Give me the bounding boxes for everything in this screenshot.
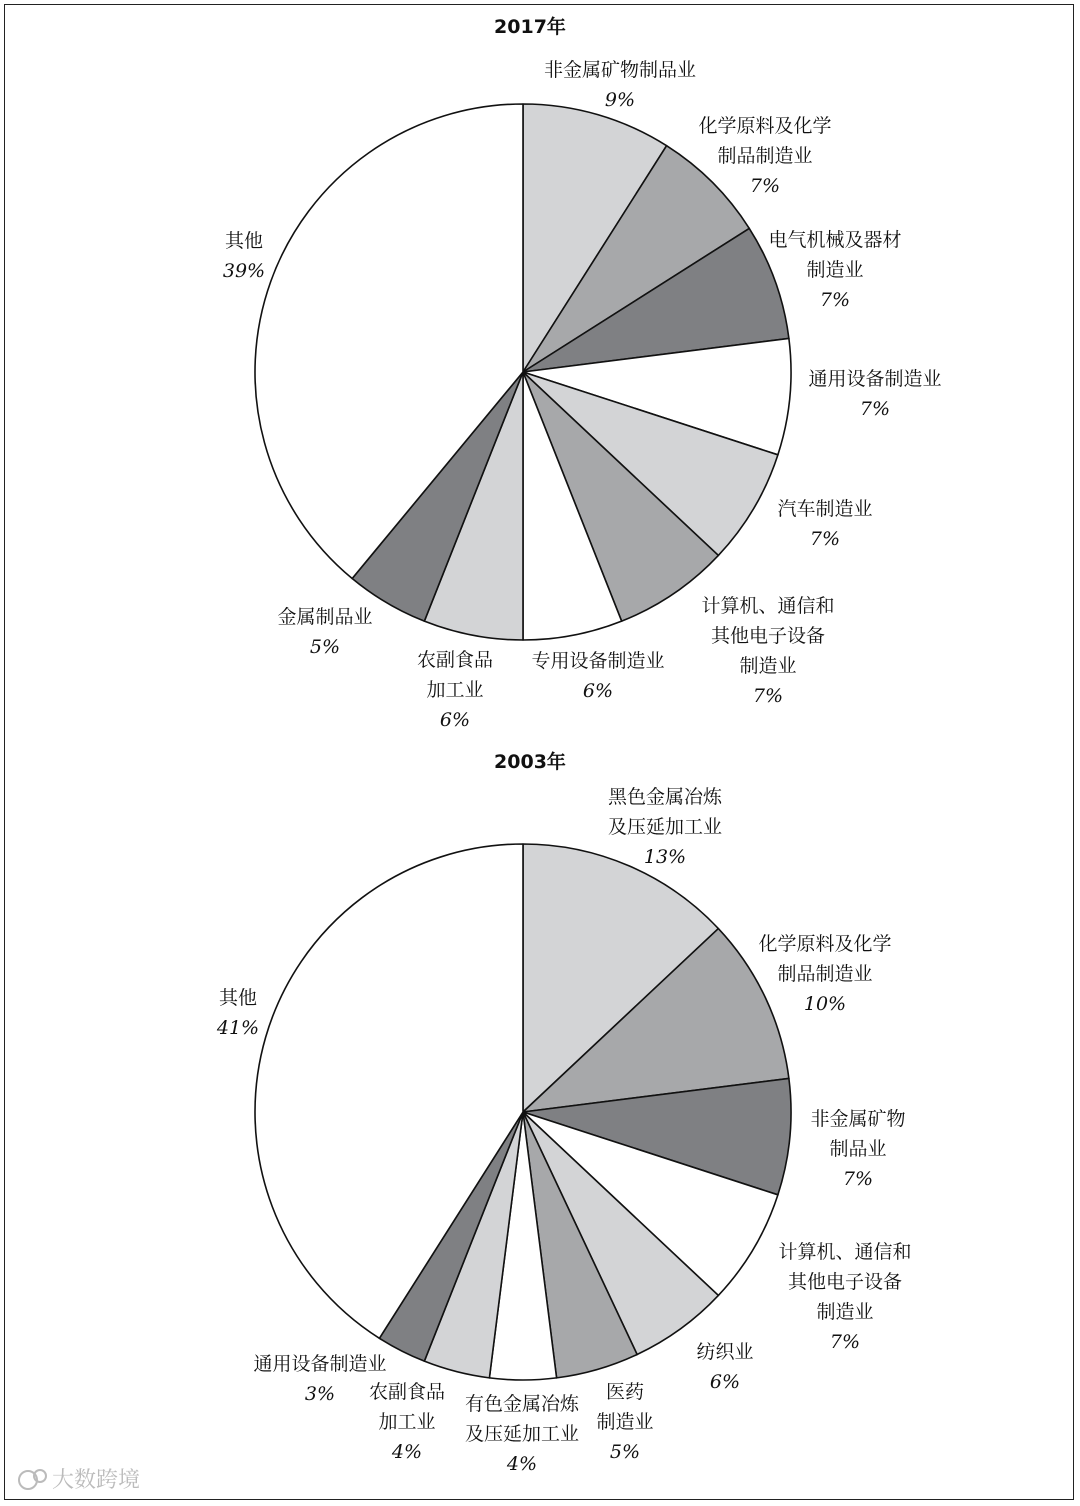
slice-label-text: 制造业 — [806, 259, 864, 281]
slice-label-text: 通用设备制造业 — [808, 368, 942, 390]
slice-value-label: 4% — [391, 1441, 423, 1463]
slice-label-7 — [531, 650, 664, 702]
slice-value-label: 5% — [609, 1441, 641, 1463]
slice-value-label: 7% — [842, 1168, 874, 1190]
slice-label-text: 计算机、通信和 — [778, 1241, 912, 1263]
slice-value-label: 9% — [604, 89, 636, 111]
slice-label-text: 其他 — [218, 987, 258, 1009]
slice-label-text: 制造业 — [596, 1411, 654, 1433]
slice-label-text: 制品业 — [829, 1138, 887, 1160]
pie-chart-2003 — [216, 750, 912, 1475]
slice-label-5 — [777, 498, 872, 550]
slice-label-text: 黑色金属冶炼 — [607, 786, 723, 808]
slice-value-label: 7% — [829, 1331, 861, 1353]
slice-value-label: 7% — [819, 289, 851, 311]
slice-value-label: 6% — [709, 1371, 741, 1393]
slice-label-2 — [698, 115, 831, 197]
slice-value-label: 3% — [304, 1383, 336, 1405]
slice-label-text: 汽车制造业 — [777, 498, 873, 520]
slice-label-text: 农副食品 — [416, 649, 494, 671]
slice-value-label: 5% — [309, 636, 341, 658]
slice-label-5 — [696, 1341, 753, 1393]
slice-label-text: 计算机、通信和 — [701, 595, 835, 617]
slice-value-label: 7% — [752, 685, 784, 707]
slice-label-text: 化学原料及化学 — [698, 115, 832, 137]
slice-value-label: 7% — [859, 398, 891, 420]
chart-title: 2003年 — [494, 751, 566, 773]
slice-label-text: 非金属矿物 — [810, 1108, 906, 1130]
slice-value-label: 39% — [222, 260, 266, 282]
slice-label-1 — [544, 59, 696, 111]
slice-label-text: 其他电子设备 — [710, 625, 826, 647]
slice-label-text: 及压延加工业 — [607, 816, 723, 838]
chart-title: 2017年 — [494, 16, 566, 38]
slice-label-text: 通用设备制造业 — [253, 1353, 387, 1375]
slice-value-label: 4% — [506, 1453, 538, 1475]
slice-label-text: 制品制造业 — [717, 145, 813, 167]
slice-label-4 — [778, 1241, 911, 1353]
slice-label-text: 制造业 — [739, 655, 797, 677]
slice-label-text: 化学原料及化学 — [758, 933, 892, 955]
pie-chart-2017 — [223, 15, 942, 731]
slice-label-6 — [596, 1381, 653, 1463]
slice-label-3 — [810, 1108, 905, 1190]
slice-label-text: 其他电子设备 — [787, 1271, 903, 1293]
slice-label-text: 加工业 — [426, 679, 484, 701]
slice-label-8 — [417, 649, 493, 731]
slice-label-text: 加工业 — [378, 1411, 436, 1433]
slice-label-9 — [277, 606, 372, 658]
slice-label-text: 金属制品业 — [277, 606, 373, 628]
slice-value-label: 7% — [809, 528, 841, 550]
slice-label-1 — [608, 786, 723, 868]
slice-label-7 — [465, 1393, 580, 1475]
slice-value-label: 13% — [643, 846, 687, 868]
slice-label-9 — [253, 1353, 386, 1405]
slice-value-label: 6% — [439, 709, 471, 731]
slice-label-text: 其他 — [224, 230, 264, 252]
slice-value-label: 6% — [582, 680, 614, 702]
slice-label-text: 医药 — [605, 1381, 645, 1403]
slice-label-4 — [808, 368, 941, 420]
slice-label-text: 有色金属冶炼 — [464, 1393, 580, 1415]
slice-label-text: 纺织业 — [696, 1341, 754, 1363]
watermark-logo-icon — [19, 1470, 46, 1489]
slice-label-3 — [768, 229, 901, 311]
slice-label-text: 非金属矿物制品业 — [543, 59, 697, 81]
slice-label-6 — [701, 595, 834, 707]
slice-label-text: 电气机械及器材 — [768, 229, 902, 251]
slice-label-text: 及压延加工业 — [464, 1423, 580, 1445]
slice-value-label: 41% — [216, 1017, 260, 1039]
slice-label-text: 农副食品 — [368, 1381, 446, 1403]
slice-value-label: 10% — [803, 993, 847, 1015]
slice-label-10 — [223, 230, 265, 282]
watermark-text: 大数跨境 — [52, 1468, 141, 1493]
slice-label-10 — [216, 987, 259, 1039]
slice-label-text: 制造业 — [816, 1301, 874, 1323]
slice-value-label: 7% — [749, 175, 781, 197]
slice-label-text: 制品制造业 — [777, 963, 873, 985]
slice-label-2 — [758, 933, 891, 1015]
slice-label-8 — [369, 1381, 445, 1463]
slice-label-text: 专用设备制造业 — [531, 650, 665, 672]
